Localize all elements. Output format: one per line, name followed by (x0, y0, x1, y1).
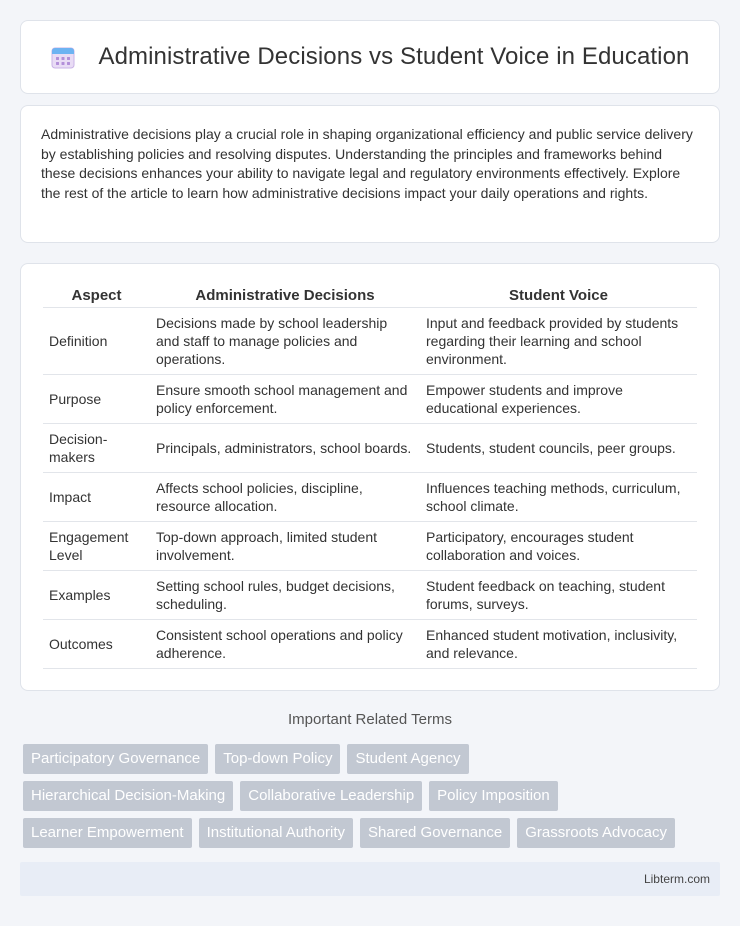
tag-policy-imposition[interactable]: Policy Imposition (429, 781, 558, 811)
cell-admin: Consistent school operations and policy adherence. (150, 620, 420, 669)
cell-student: Empower students and improve educational experiences. (420, 375, 697, 424)
cell-student: Influences teaching methods, curriculum, school climate. (420, 473, 697, 522)
table-row (43, 571, 697, 620)
table-row (43, 308, 697, 375)
tag-shared-governance[interactable]: Shared Governance (360, 818, 510, 848)
tag-hierarchical-decision-making[interactable]: Hierarchical Decision-Making (23, 781, 233, 811)
tag-learner-empowerment[interactable]: Learner Empowerment (23, 818, 192, 848)
header-card (20, 20, 720, 94)
related-terms-title: Important Related Terms (288, 711, 452, 728)
tag-grassroots-advocacy[interactable]: Grassroots Advocacy (517, 818, 675, 848)
tag-row (23, 781, 723, 811)
header-student: Student Voice (420, 284, 697, 308)
cell-admin: Setting school rules, budget decisions, scheduling. (150, 571, 420, 620)
cell-aspect: Examples (43, 571, 150, 620)
cell-aspect: Purpose (43, 375, 150, 424)
cell-aspect: Impact (43, 473, 150, 522)
footer (20, 862, 720, 896)
related-terms-list (23, 744, 723, 855)
cell-admin: Decisions made by school leadership and staff to manage policies and operations. (150, 308, 420, 375)
table-row (43, 424, 697, 473)
comparison-table-card (20, 263, 720, 691)
table-row (43, 522, 697, 571)
cell-student: Enhanced student motivation, inclusivity, and relevance. (420, 620, 697, 669)
cell-admin: Top-down approach, limited student involvement. (150, 522, 420, 571)
cell-aspect: Definition (43, 308, 150, 375)
intro-text: Administrative decisions play a crucial role in shaping organizational efficiency and public service delivery by establishing policies and resolving disputes. Understanding the principles and frameworks behind these decisions enhances your ability to navigate legal and regulatory environments effectively. Explore the rest of the article to learn how administrative decisions impact your daily operations and rights. (41, 126, 693, 201)
cell-admin: Principals, administrators, school boards. (150, 424, 420, 473)
tag-top-down-policy[interactable]: Top-down Policy (215, 744, 340, 774)
comparison-table (43, 284, 697, 669)
tag-institutional-authority[interactable]: Institutional Authority (199, 818, 353, 848)
table-header-row (43, 284, 697, 308)
cell-student: Participatory, encourages student collaboration and voices. (420, 522, 697, 571)
header-aspect: Aspect (43, 284, 150, 308)
cell-aspect: Decision-makers (43, 424, 150, 473)
calendar-icon (50, 44, 76, 70)
cell-admin: Affects school policies, discipline, resource allocation. (150, 473, 420, 522)
cell-admin: Ensure smooth school management and policy enforcement. (150, 375, 420, 424)
tag-participatory-governance[interactable]: Participatory Governance (23, 744, 208, 774)
table-row (43, 375, 697, 424)
cell-student: Students, student councils, peer groups. (420, 424, 697, 473)
intro-card (20, 105, 720, 243)
footer-site-link[interactable]: Libterm.com (643, 872, 710, 886)
tag-row (23, 744, 723, 774)
cell-aspect: Engagement Level (43, 522, 150, 571)
cell-aspect: Outcomes (43, 620, 150, 669)
table-row (43, 473, 697, 522)
cell-student: Input and feedback provided by students regarding their learning and school environment. (420, 308, 697, 375)
tag-row (23, 818, 723, 848)
tag-collaborative-leadership[interactable]: Collaborative Leadership (240, 781, 422, 811)
cell-student: Student feedback on teaching, student forums, surveys. (420, 571, 697, 620)
page-title: Administrative Decisions vs Student Voice in Education (98, 43, 690, 70)
table-row (43, 620, 697, 669)
tag-student-agency[interactable]: Student Agency (347, 744, 468, 774)
header-admin: Administrative Decisions (150, 284, 420, 308)
